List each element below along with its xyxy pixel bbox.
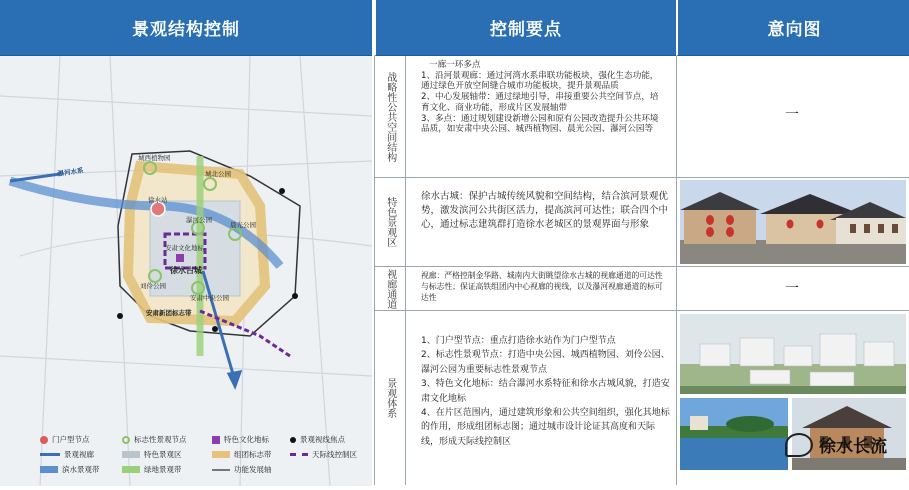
grid-line bbox=[676, 56, 677, 485]
grid-line bbox=[374, 310, 909, 311]
legend-item: 特色文化地标 bbox=[212, 434, 269, 445]
row-category: 景观体系 bbox=[384, 378, 396, 418]
row-text-feature-area: 徐水古城：保护古城传统风貌和空间结构，结合滨河景观优势，激发滨河公共街区活力，提高滨河可达性；联合四个中心，通过标志建筑群打造徐水老城区的景观界面与形象 bbox=[421, 191, 669, 230]
legend-item: 景观视线焦点 bbox=[290, 434, 345, 445]
grid-line bbox=[374, 177, 909, 178]
landscape-structure-map bbox=[0, 56, 372, 486]
row-text-landscape-system: 1、门户型节点：重点打造徐水站作为门户型节点 2、标志性景观节点：打造中央公园、城西植物园、刘伶公园、瀑河公园为重要标志性景观节点 3、特色文化地标：结合瀑河水系特征和徐水古城风貌，打造安肃文化地标 4、在片区范围内，通过建筑形象和公共空间组织，强化其地标的作用，形成组团标志图；通过城市设计论证其高度和天际线，形成天际线控制区 bbox=[421, 336, 670, 447]
legend-item: 门户型节点 bbox=[40, 434, 90, 445]
header-control-points: 控制要点 bbox=[374, 0, 676, 56]
svg-text:徐水站: 徐水站 bbox=[148, 196, 168, 204]
grid-line bbox=[405, 56, 406, 485]
legend-item: 标志性景观节点 bbox=[122, 434, 187, 445]
legend-item: 特色景观区 bbox=[122, 449, 182, 460]
svg-text:晨光公园: 晨光公园 bbox=[230, 221, 256, 229]
old-town-photo bbox=[680, 180, 906, 264]
map-svg bbox=[0, 56, 372, 486]
header-landscape-structure: 景观结构控制 bbox=[0, 0, 372, 56]
row-text-strategic: 一廊一环多点 1、沿河景观廊：通过河湾水系串联功能板块，强化生态功能，通过绿色开放空间缝合城市功能板块，提升景观品质 2、中心发展轴带：通过绿地引导，串接重要公共空间节点，培育文化、商业功能，形成片区发展轴带 3、多点：通过规划建设新增公园和原有公园改造提升公共环境品质，如安肃中央公园、城西植物园、晨光公园、瀑河公园等 bbox=[421, 60, 659, 135]
no-image-mark: 一 bbox=[785, 281, 799, 297]
svg-text:城北公园: 城北公园 bbox=[205, 170, 231, 178]
row-text-view-corridor: 视廊：严格控制金华路、城南内大街眺望徐水古城的视廊通道的可达性与标志性；保证高铁组团内中心视廊的视线，以及瀑河视廊通道的标可达性 bbox=[421, 271, 663, 302]
legend-item: 景观视廊 bbox=[40, 449, 94, 460]
svg-text:安肃文化地标: 安肃文化地标 bbox=[165, 244, 204, 252]
aerial-render-photo bbox=[680, 314, 906, 394]
legend-item: 天际线控制区 bbox=[290, 449, 357, 460]
watermark: 徐水长流 bbox=[785, 432, 887, 457]
legend-item: 绿地景观带 bbox=[122, 464, 182, 475]
svg-text:瀑河水系: 瀑河水系 bbox=[57, 166, 85, 178]
map-legend bbox=[40, 434, 370, 484]
svg-text:徐水古城: 徐水古城 bbox=[170, 266, 202, 275]
legend-item: 功能发展轴 bbox=[212, 464, 272, 475]
chat-bubble-icon bbox=[785, 433, 813, 457]
row-category: 视廊通道 bbox=[384, 268, 396, 309]
gateway-node bbox=[151, 202, 165, 216]
svg-text:安肃新团标志带: 安肃新团标志带 bbox=[146, 309, 192, 317]
lake-photo bbox=[680, 398, 788, 470]
grid-line bbox=[374, 56, 375, 485]
svg-text:安肃中央公园: 安肃中央公园 bbox=[190, 294, 229, 302]
header-intent-image: 意向图 bbox=[676, 0, 909, 56]
row-category: 特色景观区 bbox=[384, 197, 396, 247]
svg-text:刘伶公园: 刘伶公园 bbox=[140, 282, 166, 290]
legend-item: 组团标志带 bbox=[212, 449, 272, 460]
svg-text:城西植物园: 城西植物园 bbox=[138, 154, 171, 162]
legend-item: 滨水景观带 bbox=[40, 464, 100, 475]
row-category: 战略性公共空间结构 bbox=[384, 72, 396, 162]
svg-text:瀑河公园: 瀑河公园 bbox=[186, 216, 212, 224]
grid-line bbox=[374, 266, 909, 267]
no-image-mark: 一 bbox=[785, 107, 799, 123]
